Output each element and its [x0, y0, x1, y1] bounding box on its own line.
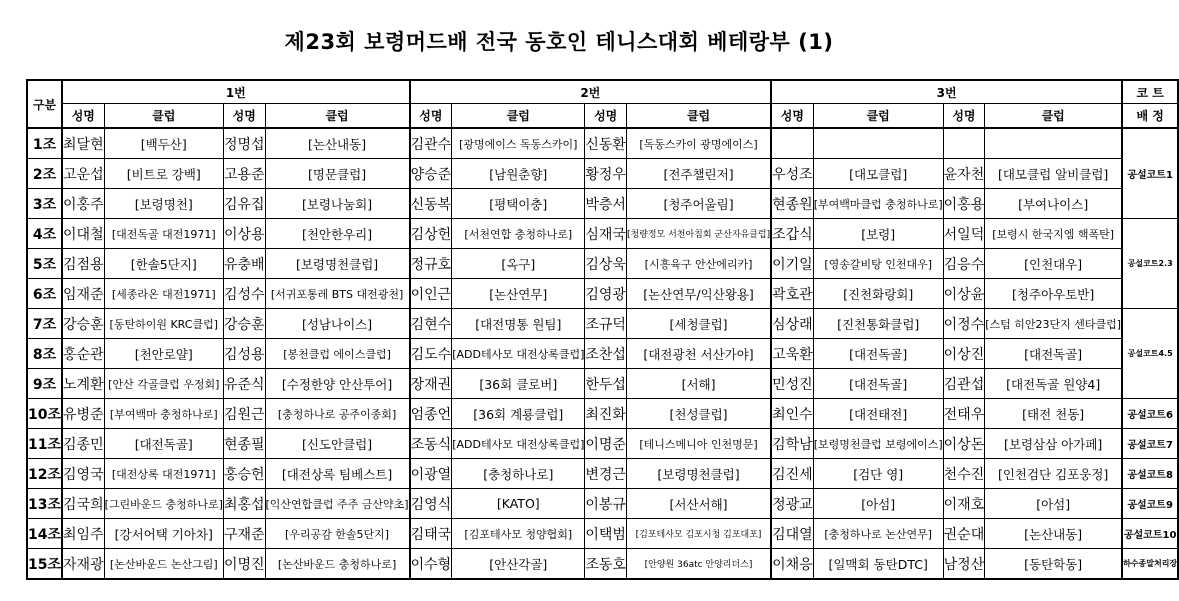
player-name: 김종민 — [62, 429, 104, 459]
player-name: 정규호 — [410, 249, 452, 279]
player-name: 김국희 — [62, 489, 104, 519]
player-name: 김영광 — [585, 279, 627, 309]
player-club: [진천통화클럽] — [813, 309, 943, 339]
player-name: 이정수 — [943, 309, 985, 339]
player-name: 조규덕 — [585, 309, 627, 339]
name-column-header: 성명 — [62, 104, 104, 129]
player-name: 최진화 — [585, 399, 627, 429]
player-name: 한두섭 — [585, 369, 627, 399]
player-name: 최인수 — [771, 399, 813, 429]
group-label: 6조 — [27, 279, 62, 309]
player-name: 유병준 — [62, 399, 104, 429]
player-name: 임재준 — [62, 279, 104, 309]
player-club: [부여나이스] — [985, 189, 1122, 219]
player-name: 김대열 — [771, 519, 813, 549]
table-row — [27, 189, 1178, 219]
player-club: [보령명천클럽 보령에이스] — [813, 429, 943, 459]
player-name: 고욱환 — [771, 339, 813, 369]
player-name: 구재준 — [223, 519, 265, 549]
player-name: 남정산 — [943, 549, 985, 580]
player-club: [대전독골] — [985, 339, 1122, 369]
player-name: 전태우 — [943, 399, 985, 429]
court-assignment: 공설코트2.3 — [1122, 219, 1178, 309]
player-name: 이상진 — [943, 339, 985, 369]
player-name: 변경근 — [585, 459, 627, 489]
player-club: [강서어택 기아차] — [104, 519, 223, 549]
player-club: [천안로얄] — [104, 339, 223, 369]
group-label: 14조 — [27, 519, 62, 549]
player-name: 이기일 — [771, 249, 813, 279]
name-column-header: 성명 — [410, 104, 452, 129]
player-name: 김도수 — [410, 339, 452, 369]
player-club: [안산 각골클럽 우정회] — [104, 369, 223, 399]
player-club: [평택이충] — [452, 189, 585, 219]
player-club: [충청하나로 공주이종회] — [265, 399, 410, 429]
player-club: [대모클럽 알비클럽] — [985, 159, 1122, 189]
player-name: 조찬섭 — [585, 339, 627, 369]
player-club: [독동스카이 광명에이스] — [626, 128, 771, 159]
player-name: 최임주 — [62, 519, 104, 549]
player-name: 현종원 — [771, 189, 813, 219]
player-club: [아섬] — [985, 489, 1122, 519]
table-row — [27, 369, 1178, 399]
player-name: 이수형 — [410, 549, 452, 580]
player-name: 김태국 — [410, 519, 452, 549]
table-row — [27, 159, 1178, 189]
player-club: [충청하나로] — [452, 459, 585, 489]
player-club: [일맥회 동탄DTC] — [813, 549, 943, 580]
player-club: [전주챌린저] — [626, 159, 771, 189]
player-club: [그린바운드 충청하나로] — [104, 489, 223, 519]
player-name: 이인근 — [410, 279, 452, 309]
court-assignment: 하수종말처리장 — [1122, 549, 1178, 580]
player-club: [보령삼삼 아가페] — [985, 429, 1122, 459]
court-assignment: 공설코트4.5 — [1122, 309, 1178, 399]
player-club: [청량정모 서천아침회 군산자유클럽] — [626, 219, 771, 249]
player-club: [진천화랑회] — [813, 279, 943, 309]
club-column-header: 클럽 — [104, 104, 223, 129]
club-column-header: 클럽 — [452, 104, 585, 129]
player-club: [동탄하이원 KRC클럽] — [104, 309, 223, 339]
player-name: 조동식 — [410, 429, 452, 459]
table-row — [27, 128, 1178, 159]
player-club: [아섬] — [813, 489, 943, 519]
player-name: 김관섭 — [943, 369, 985, 399]
player-name: 이명준 — [585, 429, 627, 459]
player-club: [태전 천동] — [985, 399, 1122, 429]
player-name: 최달현 — [62, 128, 104, 159]
player-club: [보령] — [813, 219, 943, 249]
player-name: 최홍섭 — [223, 489, 265, 519]
player-name: 이대철 — [62, 219, 104, 249]
group-label: 4조 — [27, 219, 62, 249]
table-row — [27, 219, 1178, 249]
court-assign-header-bottom: 배 정 — [1122, 104, 1178, 129]
player-club: [대전상록 팀베스트] — [265, 459, 410, 489]
group-label: 11조 — [27, 429, 62, 459]
table-row — [27, 309, 1178, 339]
club-column-header: 클럽 — [265, 104, 410, 129]
player-club: [대전독골 대전1971] — [104, 219, 223, 249]
player-name: 이광열 — [410, 459, 452, 489]
player-club: [우리공감 한솔5단지] — [265, 519, 410, 549]
player-name: 유준식 — [223, 369, 265, 399]
player-name: 김영식 — [410, 489, 452, 519]
player-name: 정광교 — [771, 489, 813, 519]
player-club: [대전상록 대전1971] — [104, 459, 223, 489]
player-club: [서천연합 충청하나로] — [452, 219, 585, 249]
court-assignment: 공설코트7 — [1122, 429, 1178, 459]
player-club: [보령명천] — [104, 189, 223, 219]
player-club: [청주아우토반] — [985, 279, 1122, 309]
player-club: [논산내동] — [265, 128, 410, 159]
player-club: [안양원 36atc 안양리더스] — [626, 549, 771, 580]
court-assignment: 공설코트9 — [1122, 489, 1178, 519]
player-club: [성남나이스] — [265, 309, 410, 339]
player-name: 조갑식 — [771, 219, 813, 249]
table-row — [27, 459, 1178, 489]
player-club: [논산연무/익산왕용] — [626, 279, 771, 309]
player-club: [익산연합클럽 주주 금산약초] — [265, 489, 410, 519]
group-label: 7조 — [27, 309, 62, 339]
player-name: 강승훈 — [223, 309, 265, 339]
player-club: [대전독골] — [813, 369, 943, 399]
table-row — [27, 549, 1178, 580]
player-name: 김학남 — [771, 429, 813, 459]
player-club: [백두산] — [104, 128, 223, 159]
court-1-header: 1번 — [62, 80, 410, 104]
player-name: 이채응 — [771, 549, 813, 580]
group-label: 2조 — [27, 159, 62, 189]
group-label: 1조 — [27, 128, 62, 159]
player-club: [대전독골 원양4] — [985, 369, 1122, 399]
player-club: [대전명통 원팀] — [452, 309, 585, 339]
name-column-header: 성명 — [585, 104, 627, 129]
player-name: 홍승헌 — [223, 459, 265, 489]
club-column-header: 클럽 — [985, 104, 1122, 129]
table-row — [27, 339, 1178, 369]
player-club: [테니스메니아 인천명문] — [626, 429, 771, 459]
player-club: [대전태전] — [813, 399, 943, 429]
player-name: 김응수 — [943, 249, 985, 279]
player-club: [보령명천클럽] — [626, 459, 771, 489]
court-2-header: 2번 — [410, 80, 772, 104]
player-name: 심상래 — [771, 309, 813, 339]
player-name: 강승훈 — [62, 309, 104, 339]
group-label: 3조 — [27, 189, 62, 219]
player-name: 신동환 — [585, 128, 627, 159]
player-club: [남원춘향] — [452, 159, 585, 189]
player-club: [보령시 한국지엠 핵폭탄] — [985, 219, 1122, 249]
player-club: [비트로 강백] — [104, 159, 223, 189]
player-name: 노계환 — [62, 369, 104, 399]
court-assign-header-top: 코 트 — [1122, 80, 1178, 104]
table-row — [27, 519, 1178, 549]
player-club: [대전독골] — [104, 429, 223, 459]
player-club: [36회 클로버] — [452, 369, 585, 399]
player-club: [보령나눔회] — [265, 189, 410, 219]
name-column-header: 성명 — [943, 104, 985, 129]
player-club: [세청클럽] — [626, 309, 771, 339]
player-name: 김상욱 — [585, 249, 627, 279]
table-row — [27, 429, 1178, 459]
table-row — [27, 489, 1178, 519]
player-club: [김포테사모 김포시청 김포대포] — [626, 519, 771, 549]
court-assignment: 공설코트6 — [1122, 399, 1178, 429]
player-name: 심재국 — [585, 219, 627, 249]
player-club: [인천검단 김포웅정] — [985, 459, 1122, 489]
player-name: 이명진 — [223, 549, 265, 580]
player-club: [논산바운드 충청하나로] — [265, 549, 410, 580]
player-club: [보령명천클럽] — [265, 249, 410, 279]
court-3-header: 3번 — [771, 80, 1122, 104]
player-name: 이봉규 — [585, 489, 627, 519]
player-club: [대전광천 서산가야] — [626, 339, 771, 369]
group-label: 15조 — [27, 549, 62, 580]
player-name: 우성조 — [771, 159, 813, 189]
player-name: 김성용 — [223, 339, 265, 369]
player-name: 홍순관 — [62, 339, 104, 369]
player-name: 박층서 — [585, 189, 627, 219]
group-column-header: 구분 — [27, 80, 62, 128]
table-row — [27, 279, 1178, 309]
player-club: [봉천클럽 에이스클럽] — [265, 339, 410, 369]
player-name: 양승준 — [410, 159, 452, 189]
player-name: 서일덕 — [943, 219, 985, 249]
player-club: [대전독골] — [813, 339, 943, 369]
player-club: [인천대우] — [985, 249, 1122, 279]
player-club — [813, 128, 943, 159]
player-club — [985, 128, 1122, 159]
player-club: [36회 계룡클럽] — [452, 399, 585, 429]
player-club: [KATO] — [452, 489, 585, 519]
player-club: [서귀포통레 BTS 대전광천] — [265, 279, 410, 309]
player-club: [ADD테사모 대전상록클럽] — [452, 429, 585, 459]
player-name — [943, 128, 985, 159]
player-club: [동탄학동] — [985, 549, 1122, 580]
player-club: [검단 영] — [813, 459, 943, 489]
player-name: 윤자천 — [943, 159, 985, 189]
name-column-header: 성명 — [223, 104, 265, 129]
player-name — [771, 128, 813, 159]
name-column-header: 성명 — [771, 104, 813, 129]
table-row — [27, 399, 1178, 429]
court-assignment: 공설코트1 — [1122, 128, 1178, 219]
player-name: 김성수 — [223, 279, 265, 309]
player-club: [충청하나로 논산연무] — [813, 519, 943, 549]
group-label: 10조 — [27, 399, 62, 429]
player-club: [논산바운드 논산그림] — [104, 549, 223, 580]
player-name: 신동복 — [410, 189, 452, 219]
player-club: [스텀 히안23단지 센타클럽] — [985, 309, 1122, 339]
player-club: [명문클럽] — [265, 159, 410, 189]
player-club: [옥구] — [452, 249, 585, 279]
player-name: 이상돈 — [943, 429, 985, 459]
player-club: [대모클럽] — [813, 159, 943, 189]
club-column-header: 클럽 — [626, 104, 771, 129]
player-club: [천안한우리] — [265, 219, 410, 249]
group-label: 13조 — [27, 489, 62, 519]
player-name: 이상윤 — [943, 279, 985, 309]
player-name: 이택범 — [585, 519, 627, 549]
table-row — [27, 249, 1178, 279]
player-club: [김포테사모 청양협회] — [452, 519, 585, 549]
player-club: [서해] — [626, 369, 771, 399]
player-name: 김유집 — [223, 189, 265, 219]
player-name: 유충배 — [223, 249, 265, 279]
player-club: [안산각골] — [452, 549, 585, 580]
group-label: 12조 — [27, 459, 62, 489]
player-name: 장재권 — [410, 369, 452, 399]
player-name: 김상헌 — [410, 219, 452, 249]
player-name: 현종필 — [223, 429, 265, 459]
player-name: 엄종언 — [410, 399, 452, 429]
player-name: 정명섭 — [223, 128, 265, 159]
court-assignment: 공설코트8 — [1122, 459, 1178, 489]
player-club: [영송갈비탕 인천대우] — [813, 249, 943, 279]
player-club: [부여백마 충청하나로] — [104, 399, 223, 429]
player-name: 황정우 — [585, 159, 627, 189]
court-assignment: 공설코트10 — [1122, 519, 1178, 549]
page-title: 제23회 보령머드배 전국 동호인 테니스대회 베테랑부 (1) — [284, 30, 834, 54]
player-name: 조동호 — [585, 549, 627, 580]
player-name: 이홍주 — [62, 189, 104, 219]
player-name: 이재호 — [943, 489, 985, 519]
group-label: 8조 — [27, 339, 62, 369]
player-name: 김점용 — [62, 249, 104, 279]
group-label: 5조 — [27, 249, 62, 279]
player-club: [시흥육구 안산에리카] — [626, 249, 771, 279]
player-club: [천성클럽] — [626, 399, 771, 429]
player-club: [논산연무] — [452, 279, 585, 309]
player-club: [ADD테사모 대전상록클럽] — [452, 339, 585, 369]
player-name: 천수진 — [943, 459, 985, 489]
player-name: 김원근 — [223, 399, 265, 429]
player-name: 곽호관 — [771, 279, 813, 309]
player-name: 이홍용 — [943, 189, 985, 219]
player-name: 김현수 — [410, 309, 452, 339]
player-club: [광명에이스 독동스카이] — [452, 128, 585, 159]
player-club: [한솔5단지] — [104, 249, 223, 279]
player-club: [서산서해] — [626, 489, 771, 519]
player-name: 권순대 — [943, 519, 985, 549]
player-name: 고용준 — [223, 159, 265, 189]
player-club: [부여백마클럽 충청하나로] — [813, 189, 943, 219]
group-label: 9조 — [27, 369, 62, 399]
player-name: 자재광 — [62, 549, 104, 580]
player-club: [청주어울림] — [626, 189, 771, 219]
schedule-table — [26, 79, 1179, 580]
player-name: 김진세 — [771, 459, 813, 489]
player-name: 고운섭 — [62, 159, 104, 189]
player-club: [신도안클럽] — [265, 429, 410, 459]
club-column-header: 클럽 — [813, 104, 943, 129]
player-name: 이상용 — [223, 219, 265, 249]
player-club: [세종라온 대전1971] — [104, 279, 223, 309]
player-club: [수정한양 안산투어] — [265, 369, 410, 399]
player-name: 김영국 — [62, 459, 104, 489]
player-name: 김관수 — [410, 128, 452, 159]
player-club: [논산내동] — [985, 519, 1122, 549]
player-name: 민성진 — [771, 369, 813, 399]
